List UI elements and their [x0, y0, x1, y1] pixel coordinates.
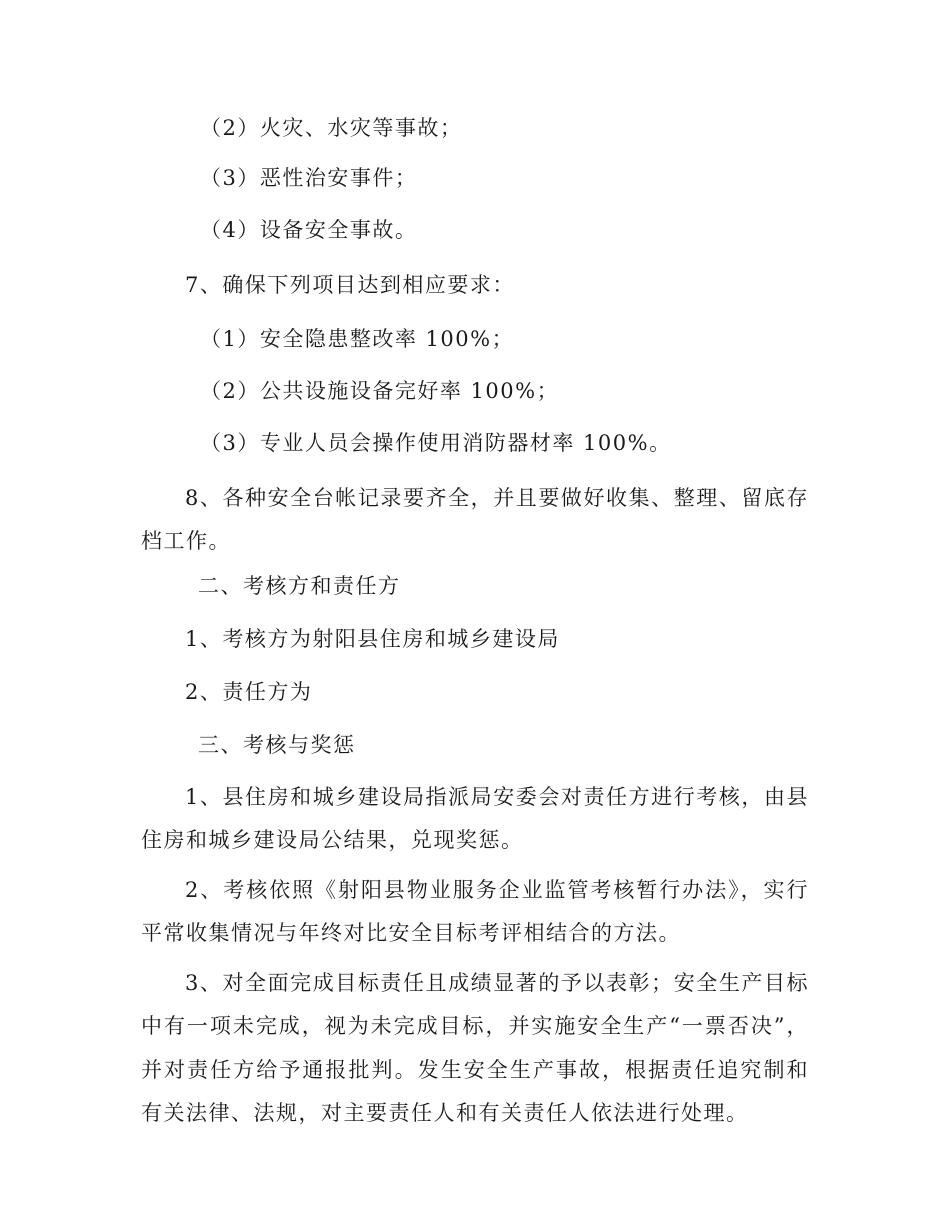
- paragraph-8-records: 8、各种安全台帐记录要齐全，并且要做好收集、整理、留底存档工作。: [141, 486, 809, 554]
- assessor-line: 1、考核方为射阳县住房和城乡建设局: [185, 627, 560, 651]
- section-heading-3: 三、考核与奖惩: [198, 733, 356, 757]
- item-facility-intact-rate: （2）公共设施设备完好率 100%；: [200, 379, 560, 403]
- item-security-incident: （3）恶性治安事件；: [200, 166, 418, 190]
- responsible-party-line: 2、责任方为: [185, 680, 313, 704]
- item-fire-equipment-rate: （3）专业人员会操作使用消防器材率 100%。: [200, 431, 672, 455]
- paragraph-3-2: 2、考核依照《射阳县物业服务企业监管考核暂行办法》，实行平常收集情况与年终对比安全目标考评相结合的方法。: [141, 878, 809, 946]
- item-fire-flood-accident: （2）火灾、水灾等事故；: [200, 116, 463, 140]
- item-hazard-rectification-rate: （1）安全隐患整改率 100%；: [200, 327, 515, 351]
- item-equipment-accident: （4）设备安全事故。: [200, 218, 418, 242]
- paragraph-3-3: 3、对全面完成目标责任且成绩显著的予以表彰；安全生产目标中有一项未完成，视为未完成目标，并实施安全生产“一票否决”，并对责任方给予通报批判。发生安全生产事故，根据责任追究制和有关法律、法规，对主要责任人和有关责任人依法进行处理。: [141, 971, 809, 1125]
- item-7-requirements: 7、确保下列项目达到相应要求：: [185, 273, 515, 297]
- section-heading-2: 二、考核方和责任方: [198, 574, 401, 598]
- paragraph-3-1: 1、县住房和城乡建设局指派局安委会对责任方进行考核，由县住房和城乡建设局公结果，兑现奖惩。: [141, 785, 809, 853]
